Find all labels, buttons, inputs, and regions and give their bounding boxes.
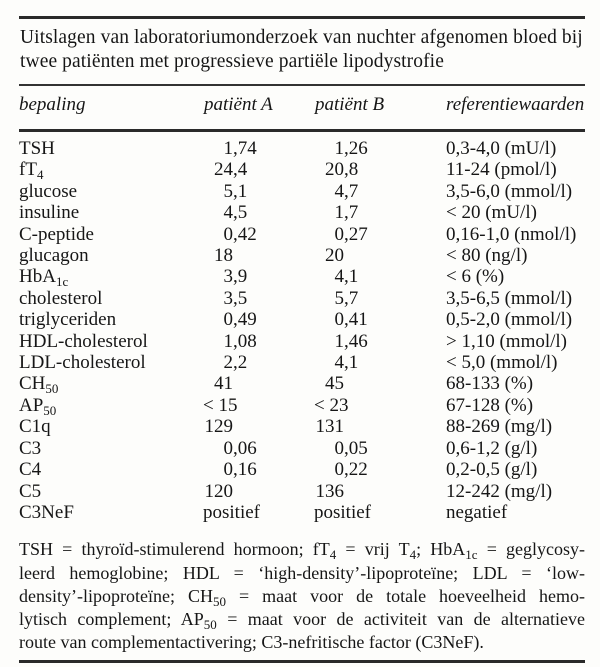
footnote-line: TSH = thyroïd-stimulerend hormoon; $fT_4$ = vrij $T_4$; HbA$_{1c}$ = geglycosy- [19, 539, 585, 563]
reference-value: 0,6-1,2 (g/l) [446, 437, 538, 459]
table-row [19, 266, 585, 287]
patient-b-value: 45 [325, 373, 344, 395]
table-row [19, 309, 585, 330]
table-row [19, 331, 585, 352]
patient-a-value: 1,08 [223, 330, 257, 352]
table-row [19, 459, 585, 480]
table-footnote [19, 538, 585, 654]
row-label: HDL-cholesterol [19, 330, 148, 352]
table-row [19, 502, 585, 523]
patient-a-value: 41 [214, 373, 233, 395]
bottom-rule [19, 660, 585, 663]
footnote-line: leerd hemoglobine; HDL = ‘high-density’-lipoproteïne; LDL = ‘low- [19, 562, 585, 583]
patient-b-value: < 23 [314, 394, 349, 416]
row-label: LDL-cholesterol [19, 352, 146, 374]
top-rule [19, 16, 585, 19]
table-row [19, 245, 585, 266]
table-caption [20, 26, 584, 74]
reference-value: < 5,0 (mmol/l) [446, 352, 558, 374]
reference-value: 12-242 (mg/l) [446, 480, 553, 502]
patient-b-value: 4,1 [334, 266, 359, 288]
patient-a-value: 0,42 [223, 223, 257, 245]
reference-value: 11-24 (pmol/l) [446, 159, 557, 181]
row-label: C3 [19, 437, 42, 459]
row-label: $fT_4$ [19, 159, 44, 183]
row-label: HbA$_{1c}$ [19, 266, 69, 290]
row-label: $CH_{50}$ [19, 373, 59, 397]
patient-b-value: 0,05 [334, 437, 368, 459]
row-label: C1q [19, 416, 51, 438]
table-row [19, 481, 585, 502]
column-header-patient-a: patiënt A [203, 86, 314, 131]
patient-a-value: 120 [204, 480, 233, 502]
reference-value: 3,5-6,0 (mmol/l) [446, 180, 573, 202]
row-label: C4 [19, 459, 42, 481]
patient-a-value: 0,49 [223, 309, 257, 331]
table-row [19, 352, 585, 373]
patient-a-value: 24,4 [214, 159, 248, 181]
patient-a-value: 2,2 [223, 352, 248, 374]
table-row [19, 395, 585, 416]
row-label: glucagon [19, 245, 89, 267]
footnote-line: route van complementactivering; C3-nefritische factor (C3NeF). [19, 632, 484, 653]
reference-value: < 6 (%) [446, 266, 505, 288]
patient-a-value: 3,5 [223, 287, 248, 309]
patient-b-value: positief [314, 501, 371, 523]
reference-value: 0,2-0,5 (g/l) [446, 459, 538, 481]
patient-a-value: positief [203, 501, 260, 523]
patient-b-value: 1,26 [334, 138, 368, 159]
row-label: glucose [19, 180, 78, 202]
column-header-patient-b: patiënt B [314, 86, 446, 131]
caption-line-2: twee patiënten met progressieve partiële lipodystrofie [20, 51, 444, 72]
row-label: C3NeF [19, 501, 74, 523]
column-header-referentiewaarden: referentiewaarden [446, 86, 585, 131]
patient-b-value: 0,41 [334, 309, 368, 331]
patient-b-value: 136 [315, 480, 344, 502]
table-header [19, 86, 585, 131]
results-tbody [19, 131, 585, 524]
patient-b-value: 0,22 [334, 459, 368, 481]
table-row [19, 373, 585, 394]
row-label: C-peptide [19, 223, 94, 245]
reference-value: 0,3-4,0 (mU/l) [446, 138, 557, 159]
reference-value: < 20 (mU/l) [446, 202, 537, 224]
patient-a-value: < 15 [203, 394, 238, 416]
row-label: triglyceriden [19, 309, 117, 331]
table-row [19, 202, 585, 223]
reference-value: > 1,10 (mmol/l) [446, 330, 568, 352]
row-label: insuline [19, 202, 80, 224]
reference-value: 0,5-2,0 (mmol/l) [446, 309, 573, 331]
column-header-bepaling: bepaling [19, 86, 203, 131]
reference-value: negatief [446, 501, 508, 523]
patient-b-value: 20 [325, 245, 344, 267]
patient-a-value: 5,1 [223, 180, 248, 202]
patient-a-value: 129 [204, 416, 233, 438]
row-label: TSH [19, 138, 55, 159]
patient-a-value: 18 [214, 245, 233, 267]
reference-value: 88-269 (mg/l) [446, 416, 553, 438]
row-label: C5 [19, 480, 42, 502]
table-row [19, 288, 585, 309]
reference-value: 3,5-6,5 (mmol/l) [446, 287, 573, 309]
footnote-line: density’-lipoproteïne; $CH_{50}$ = maat voor de totale hoeveelheid hemo- [19, 585, 585, 609]
reference-value: < 80 (ng/l) [446, 245, 528, 267]
patient-b-value: 1,46 [334, 330, 368, 352]
lab-results-table [19, 86, 585, 523]
patient-a-value: 1,74 [223, 138, 257, 159]
patient-a-value: 0,16 [223, 459, 257, 481]
patient-b-value: 5,7 [334, 287, 359, 309]
table-row [19, 159, 585, 180]
table-row [19, 416, 585, 437]
patient-a-value: 3,9 [223, 266, 248, 288]
reference-value: 67-128 (%) [446, 394, 534, 416]
patient-b-value: 4,1 [334, 352, 359, 374]
patient-b-value: 131 [315, 416, 344, 438]
reference-value: 68-133 (%) [446, 373, 534, 395]
patient-b-value: 4,7 [334, 180, 359, 202]
caption-line-1: Uitslagen van laboratoriumonderzoek van nuchter afgenomen bloed bij [20, 27, 583, 48]
patient-a-value: 4,5 [223, 202, 248, 224]
patient-b-value: 1,7 [334, 202, 359, 224]
row-label: cholesterol [19, 287, 103, 309]
reference-value: 0,16-1,0 (nmol/l) [446, 223, 577, 245]
patient-b-value: 20,8 [325, 159, 359, 181]
table-row [19, 181, 585, 202]
patient-b-value: 0,27 [334, 223, 368, 245]
table-row [19, 224, 585, 245]
table-row [19, 131, 585, 160]
table-row [19, 438, 585, 459]
patient-a-value: 0,06 [223, 437, 257, 459]
footnote-line: lytisch complement; $AP_{50}$ = maat voor de activiteit van de alternatieve [19, 608, 585, 632]
row-label: $AP_{50}$ [19, 394, 57, 418]
